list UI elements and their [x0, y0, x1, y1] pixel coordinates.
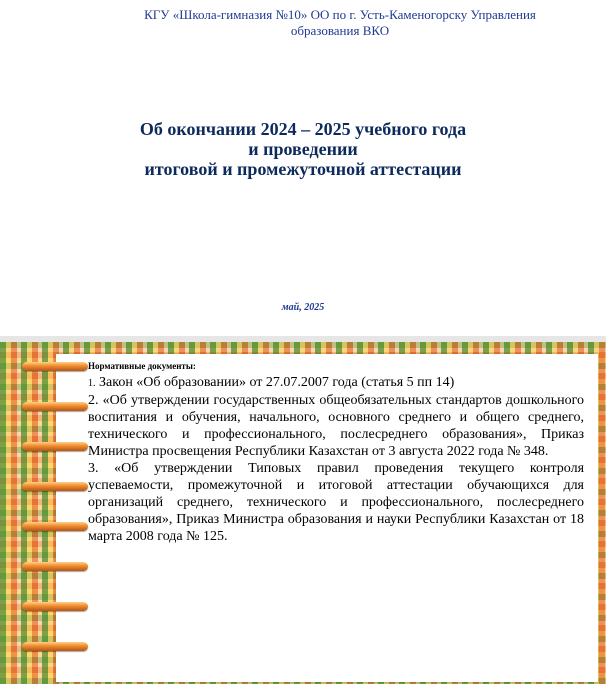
binding-ring — [22, 442, 88, 451]
document-text: Закон «Об образовании» от 27.07.2007 года (статья 5 пп 14) — [99, 375, 455, 390]
presentation-date: май, 2025 — [281, 302, 325, 313]
organization-name: КГУ «Школа-гимназия №10» ОО по г. Усть-Каменогорску Управления образования ВКО — [144, 7, 536, 38]
spiral-binding — [22, 358, 92, 678]
document-item-1 — [88, 374, 584, 392]
document-text: «Об утверждении Типовых правил проведения текущего контроля успеваемости, промежуточной и итоговой аттестации обучающихся для организаций среднего, технического и профессионального, послесреднего образования», Приказ Министра образования и науки Республики Казахстан от 18 марта 2008 года № 125. — [88, 461, 585, 544]
document-number: 2. — [88, 393, 99, 408]
title-line-2: и проведении — [248, 139, 358, 159]
slide-title — [0, 0, 606, 336]
title-line-1: Об окончании 2024 – 2025 учебного года — [139, 119, 467, 139]
binding-ring — [22, 562, 88, 571]
title-line-3: итоговой и промежуточной аттестации — [144, 159, 462, 179]
binding-ring — [22, 642, 88, 651]
presentation-title — [80, 119, 526, 179]
binding-ring — [22, 522, 88, 531]
document-number: 1. — [88, 378, 96, 389]
document-item-3 — [88, 460, 584, 545]
documents-heading: Нормативные документы: — [88, 361, 196, 371]
binding-ring — [22, 402, 88, 411]
binding-ring — [22, 362, 88, 371]
documents-list — [88, 360, 584, 545]
binding-ring — [22, 602, 88, 611]
document-text: «Об утверждении государственных общеобязательных стандартов дошкольного воспитания и обучения, начального, основного среднего и общего среднего, технического и профессионального, послесреднего образования», Приказ Министра просвещения Республики Казахстан от 3 августа 2022 года № 348. — [88, 393, 584, 459]
binding-ring — [22, 482, 88, 491]
document-number: 3. — [88, 461, 99, 476]
document-item-2 — [88, 392, 584, 460]
